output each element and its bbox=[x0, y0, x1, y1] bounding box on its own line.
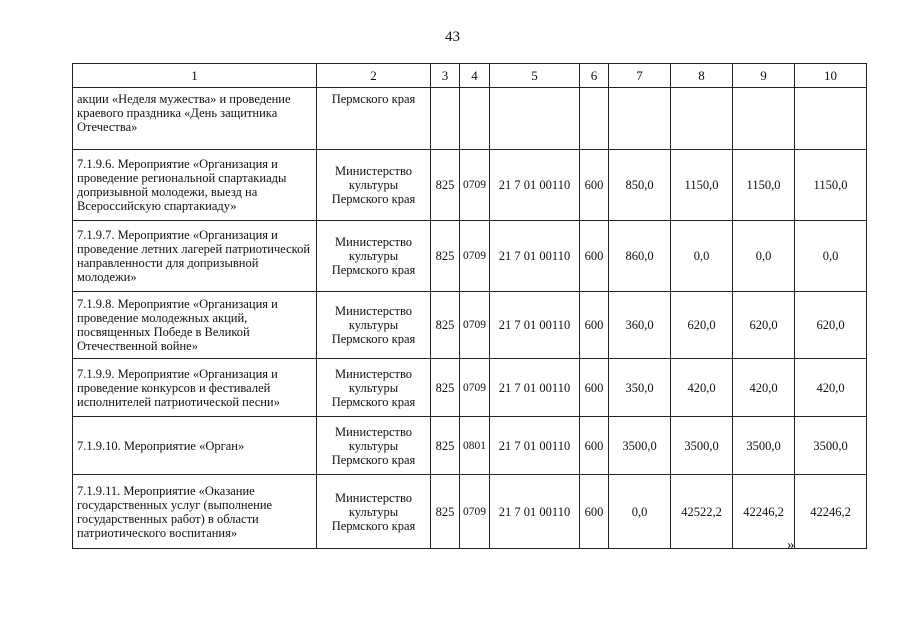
activity-description: 7.1.9.9. Мероприятие «Организация и проведение конкурсов и фестивалей исполнителей патриотической песни» bbox=[73, 359, 317, 417]
table-row bbox=[73, 150, 867, 221]
responsible-body: Министерство культуры Пермского края bbox=[317, 417, 431, 475]
responsible-body: Министерство культуры Пермского края bbox=[317, 475, 431, 549]
table-cell: 420,0 bbox=[795, 359, 867, 417]
table-cell: 0,0 bbox=[671, 221, 733, 292]
table-cell: 0,0 bbox=[609, 475, 671, 549]
table-cell: 42246,2 bbox=[733, 475, 795, 549]
table-cell: 0709 bbox=[460, 150, 490, 221]
table-cell: 600 bbox=[580, 475, 609, 549]
responsible-body: Министерство культуры Пермского края bbox=[317, 150, 431, 221]
table-row bbox=[73, 417, 867, 475]
table-cell: 825 bbox=[431, 150, 460, 221]
responsible-body: Пермского края bbox=[317, 88, 431, 150]
table-cell bbox=[795, 88, 867, 150]
header-cell: 3 bbox=[431, 64, 460, 88]
table-header-row bbox=[73, 64, 867, 88]
responsible-body: Министерство культуры Пермского края bbox=[317, 292, 431, 359]
header-cell: 8 bbox=[671, 64, 733, 88]
table-cell: 350,0 bbox=[609, 359, 671, 417]
header-cell: 1 bbox=[73, 64, 317, 88]
table-cell: 825 bbox=[431, 292, 460, 359]
table-row bbox=[73, 88, 867, 150]
table-cell: 0709 bbox=[460, 359, 490, 417]
table-cell: 360,0 bbox=[609, 292, 671, 359]
table-cell: 21 7 01 00110 bbox=[490, 292, 580, 359]
header-cell: 6 bbox=[580, 64, 609, 88]
header-cell: 4 bbox=[460, 64, 490, 88]
table-cell: 620,0 bbox=[795, 292, 867, 359]
table-cell bbox=[431, 88, 460, 150]
table-cell: 42522,2 bbox=[671, 475, 733, 549]
table-cell: 0,0 bbox=[795, 221, 867, 292]
activity-description: 7.1.9.7. Мероприятие «Организация и проведение летних лагерей патриотической направленности для допризывной молодежи» bbox=[73, 221, 317, 292]
continuation-mark: » bbox=[787, 537, 795, 553]
table-cell bbox=[490, 88, 580, 150]
table-cell: 1150,0 bbox=[795, 150, 867, 221]
table-cell: 620,0 bbox=[671, 292, 733, 359]
table-cell: 1150,0 bbox=[671, 150, 733, 221]
header-cell: 9 bbox=[733, 64, 795, 88]
activity-description: 7.1.9.10. Мероприятие «Орган» bbox=[73, 417, 317, 475]
table-cell: 1150,0 bbox=[733, 150, 795, 221]
table-cell: 850,0 bbox=[609, 150, 671, 221]
table-cell: 825 bbox=[431, 221, 460, 292]
activity-description: 7.1.9.6. Мероприятие «Организация и проведение региональной спартакиады допризывной молодежи, выезд на Всероссийскую спартакиаду» bbox=[73, 150, 317, 221]
table-cell: 3500,0 bbox=[609, 417, 671, 475]
table-cell: 42246,2 bbox=[795, 475, 867, 549]
table-cell: 860,0 bbox=[609, 221, 671, 292]
table-cell: 3500,0 bbox=[733, 417, 795, 475]
table-cell: 600 bbox=[580, 150, 609, 221]
table-cell: 3500,0 bbox=[671, 417, 733, 475]
table-row bbox=[73, 221, 867, 292]
activity-description: 7.1.9.8. Мероприятие «Организация и проведение молодежных акций, посвященных Победе в Великой Отечественной войне» bbox=[73, 292, 317, 359]
budget-table bbox=[72, 63, 867, 549]
responsible-body: Министерство культуры Пермского края bbox=[317, 221, 431, 292]
header-cell: 2 bbox=[317, 64, 431, 88]
table-cell bbox=[671, 88, 733, 150]
header-cell: 5 bbox=[490, 64, 580, 88]
table-cell bbox=[460, 88, 490, 150]
table-cell: 420,0 bbox=[671, 359, 733, 417]
table-cell: 21 7 01 00110 bbox=[490, 359, 580, 417]
table-cell: 0709 bbox=[460, 221, 490, 292]
table-cell: 600 bbox=[580, 359, 609, 417]
table-cell: 21 7 01 00110 bbox=[490, 150, 580, 221]
table-cell: 600 bbox=[580, 292, 609, 359]
header-cell: 7 bbox=[609, 64, 671, 88]
table-cell: 0801 bbox=[460, 417, 490, 475]
activity-description: 7.1.9.11. Мероприятие «Оказание государственных услуг (выполнение государственных работ) в области патриотического воспитания» bbox=[73, 475, 317, 549]
table-row bbox=[73, 359, 867, 417]
table-cell: 21 7 01 00110 bbox=[490, 475, 580, 549]
table-cell: 21 7 01 00110 bbox=[490, 417, 580, 475]
table-row bbox=[73, 292, 867, 359]
table-cell: 600 bbox=[580, 417, 609, 475]
table-cell: 825 bbox=[431, 417, 460, 475]
table-cell bbox=[609, 88, 671, 150]
table-cell: 600 bbox=[580, 221, 609, 292]
table-cell: 0709 bbox=[460, 292, 490, 359]
table-cell: 21 7 01 00110 bbox=[490, 221, 580, 292]
header-cell: 10 bbox=[795, 64, 867, 88]
table-cell bbox=[733, 88, 795, 150]
table-cell: 420,0 bbox=[733, 359, 795, 417]
table-cell: 825 bbox=[431, 359, 460, 417]
table-row bbox=[73, 475, 867, 549]
table-cell bbox=[580, 88, 609, 150]
responsible-body: Министерство культуры Пермского края bbox=[317, 359, 431, 417]
table-cell: 825 bbox=[431, 475, 460, 549]
table-cell: 620,0 bbox=[733, 292, 795, 359]
page-number: 43 bbox=[445, 29, 460, 45]
activity-description: акции «Неделя мужества» и проведение краевого праздника «День защитника Отечества» bbox=[73, 88, 317, 150]
table-cell: 0709 bbox=[460, 475, 490, 549]
table-cell: 3500,0 bbox=[795, 417, 867, 475]
table-cell: 0,0 bbox=[733, 221, 795, 292]
